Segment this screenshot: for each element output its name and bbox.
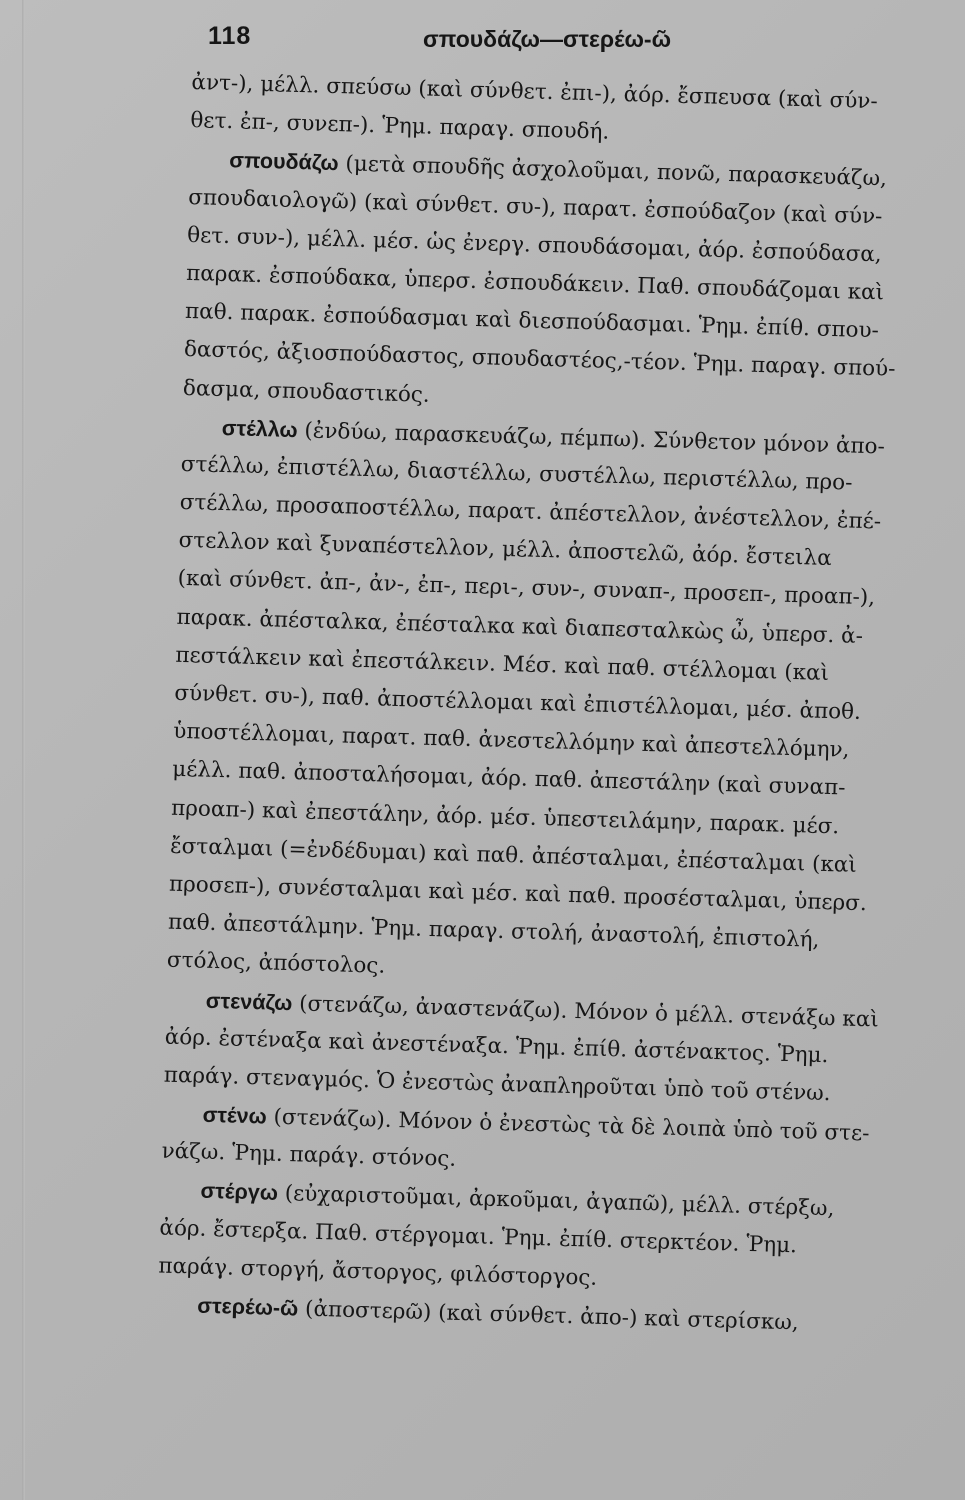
- line-text: ἀόρ. ἐστέναξα καὶ ἀνεστέναξα. Ῥημ. ἐπίθ. ἀστένακτος. Ῥημ.: [164, 1024, 829, 1068]
- line-text: δαστός, ἀξιοσπούδαστος, σπουδαστέος,-τέον. Ῥημ. παραγ. σπού-: [183, 337, 896, 383]
- entry-headword: στερέω-ῶ: [196, 1293, 299, 1321]
- line-text: στελλον καὶ ξυναπέστελλον, μέλλ. ἀποστελῶ, ἀόρ. ἔστειλα: [178, 528, 832, 572]
- line-text: παρακ. ἐσπούδακα, ὑπερσ. ἐσπουδάκειν. Παθ. σπουδάζομαι καὶ: [185, 260, 885, 306]
- line-text: (στενάζω). Μόνον ὁ ἐνεστὼς τὰ δὲ λοιπὰ ὑπὸ τοῦ στε-: [266, 1104, 870, 1147]
- line-text: στέλλω, ἐπιστέλλω, διαστέλλω, συστέλλω, περιστέλλω, προ-: [180, 451, 853, 496]
- line-text: ἀόρ. ἔστερξα. Παθ. στέργομαι. Ῥημ. ἐπίθ. στερκτέον. Ῥημ.: [159, 1215, 798, 1258]
- line-text: σπουδαιολογῶ) (καὶ σύνθετ. συ-), παρατ. ἐσπούδαζον (καὶ σύν-: [187, 184, 883, 229]
- running-head: σπουδάζω—στερέω-ῶ: [423, 26, 671, 52]
- line-text: παθ. ἀπεστάλμην. Ῥημ. παραγ. στολή, ἀναστολή, ἐπιστολή,: [167, 909, 820, 953]
- line-text: ὑποστέλλομαι, παρατ. παθ. ἀνεστελλόμην καὶ ἀπεστελλόμην,: [173, 718, 850, 763]
- line-text: θετ. ἐπ-, συνεπ-). Ῥημ. παραγ. σπουδή.: [190, 108, 610, 145]
- line-text: παρακ. ἀπέσταλκα, ἐπέσταλκα καὶ διαπεσταλκὼς ὦ, ὑπερσ. ἀ-: [176, 604, 864, 649]
- line-text: σύνθετ. συ-), παθ. ἀποστέλλομαι καὶ ἐπιστέλλομαι, μέσ. ἀποθ.: [174, 680, 862, 725]
- entry-headword: στένω: [202, 1102, 268, 1129]
- line-text: πεστάλκειν καὶ ἐπεστάλκειν. Μέσ. καὶ παθ. στέλλομαι (καὶ: [175, 642, 830, 686]
- entry-headword: στέλλω: [221, 415, 298, 442]
- line-text: προσεπ-), συνέσταλμαι καὶ μέσ. καὶ παθ. προσέσταλμαι, ὑπερσ.: [168, 871, 868, 917]
- entry-headword: στενάζω: [205, 988, 293, 1015]
- line-text: θετ. συν-), μέλλ. μέσ. ὡς ἐνεργ. σπουδάσομαι, ἀόρ. ἐσπούδασα,: [186, 222, 882, 268]
- page-header: [208, 22, 748, 62]
- entry-headword: σπουδάζω: [228, 148, 339, 176]
- line-text: ἔσταλμαι (=ἐνδέδυμαι) καὶ παθ. ἀπέσταλμαι, ἐπέσταλμαι (καὶ: [169, 833, 858, 878]
- line-text: νάζω. Ῥημ. παράγ. στόνος.: [161, 1138, 457, 1173]
- line-text: παθ. παρακ. ἐσπούδασμαι καὶ διεσπούδασμαι. Ῥημ. ἐπίθ. σπου-: [184, 299, 880, 344]
- dictionary-text: [157, 64, 907, 1344]
- line-text: παράγ. στοργή, ἄστοργος, φιλόστοργος.: [158, 1253, 598, 1291]
- line-text: (εὐχαριστοῦμαι, ἀρκοῦμαι, ἀγαπῶ), μέλλ. στέρξω,: [277, 1181, 835, 1222]
- line-text: (μετὰ σπουδῆς ἀσχολοῦμαι, πονῶ, παρασκευάζω,: [338, 151, 888, 192]
- page-number: 118: [208, 22, 252, 50]
- line-text: ἀντ-), μέλλ. σπεύσω (καὶ σύνθετ. ἐπι-), ἀόρ. ἔσπευσα (καὶ σύν-: [191, 69, 879, 115]
- line-text: παράγ. στεναγμός. Ὁ ἐνεστὼς ἀναπληροῦται ὑπὸ τοῦ στένω.: [163, 1062, 831, 1107]
- line-text: (ἀποστερῶ) (καὶ σύνθετ. ἀπο-) καὶ στερίσκω,: [297, 1296, 799, 1336]
- line-text: (καὶ σύνθετ. ἀπ-, ἀν-, ἐπ-, περι-, συν-, συναπ-, προσεπ-, προαπ-),: [177, 566, 876, 611]
- line-text: προαπ-) καὶ ἐπεστάλην, ἀόρ. μέσ. ὑπεστειλάμην, παρακ. μέσ.: [170, 795, 840, 839]
- line-text: (στενάζω, ἀναστενάζω). Μόνον ὁ μέλλ. στενάξω καὶ: [292, 990, 880, 1033]
- entry-headword: στέργω: [200, 1179, 279, 1206]
- page-gutter: [22, 0, 25, 1500]
- line-text: δασμα, σπουδαστικός.: [182, 375, 431, 408]
- line-text: στόλος, ἀπόστολος.: [166, 947, 386, 980]
- line-text: (ἐνδύω, παρασκευάζω, πέμπω). Σύνθετον μόνον ἀπο-: [297, 417, 886, 460]
- line-text: στέλλω, προσαποστέλλω, παρατ. ἀπέστελλον, ἀνέστελλον, ἐπέ-: [179, 489, 882, 535]
- line-text: μέλλ. παθ. ἀποσταλήσομαι, ἀόρ. παθ. ἀπεστάλην (καὶ συναπ-: [171, 757, 846, 801]
